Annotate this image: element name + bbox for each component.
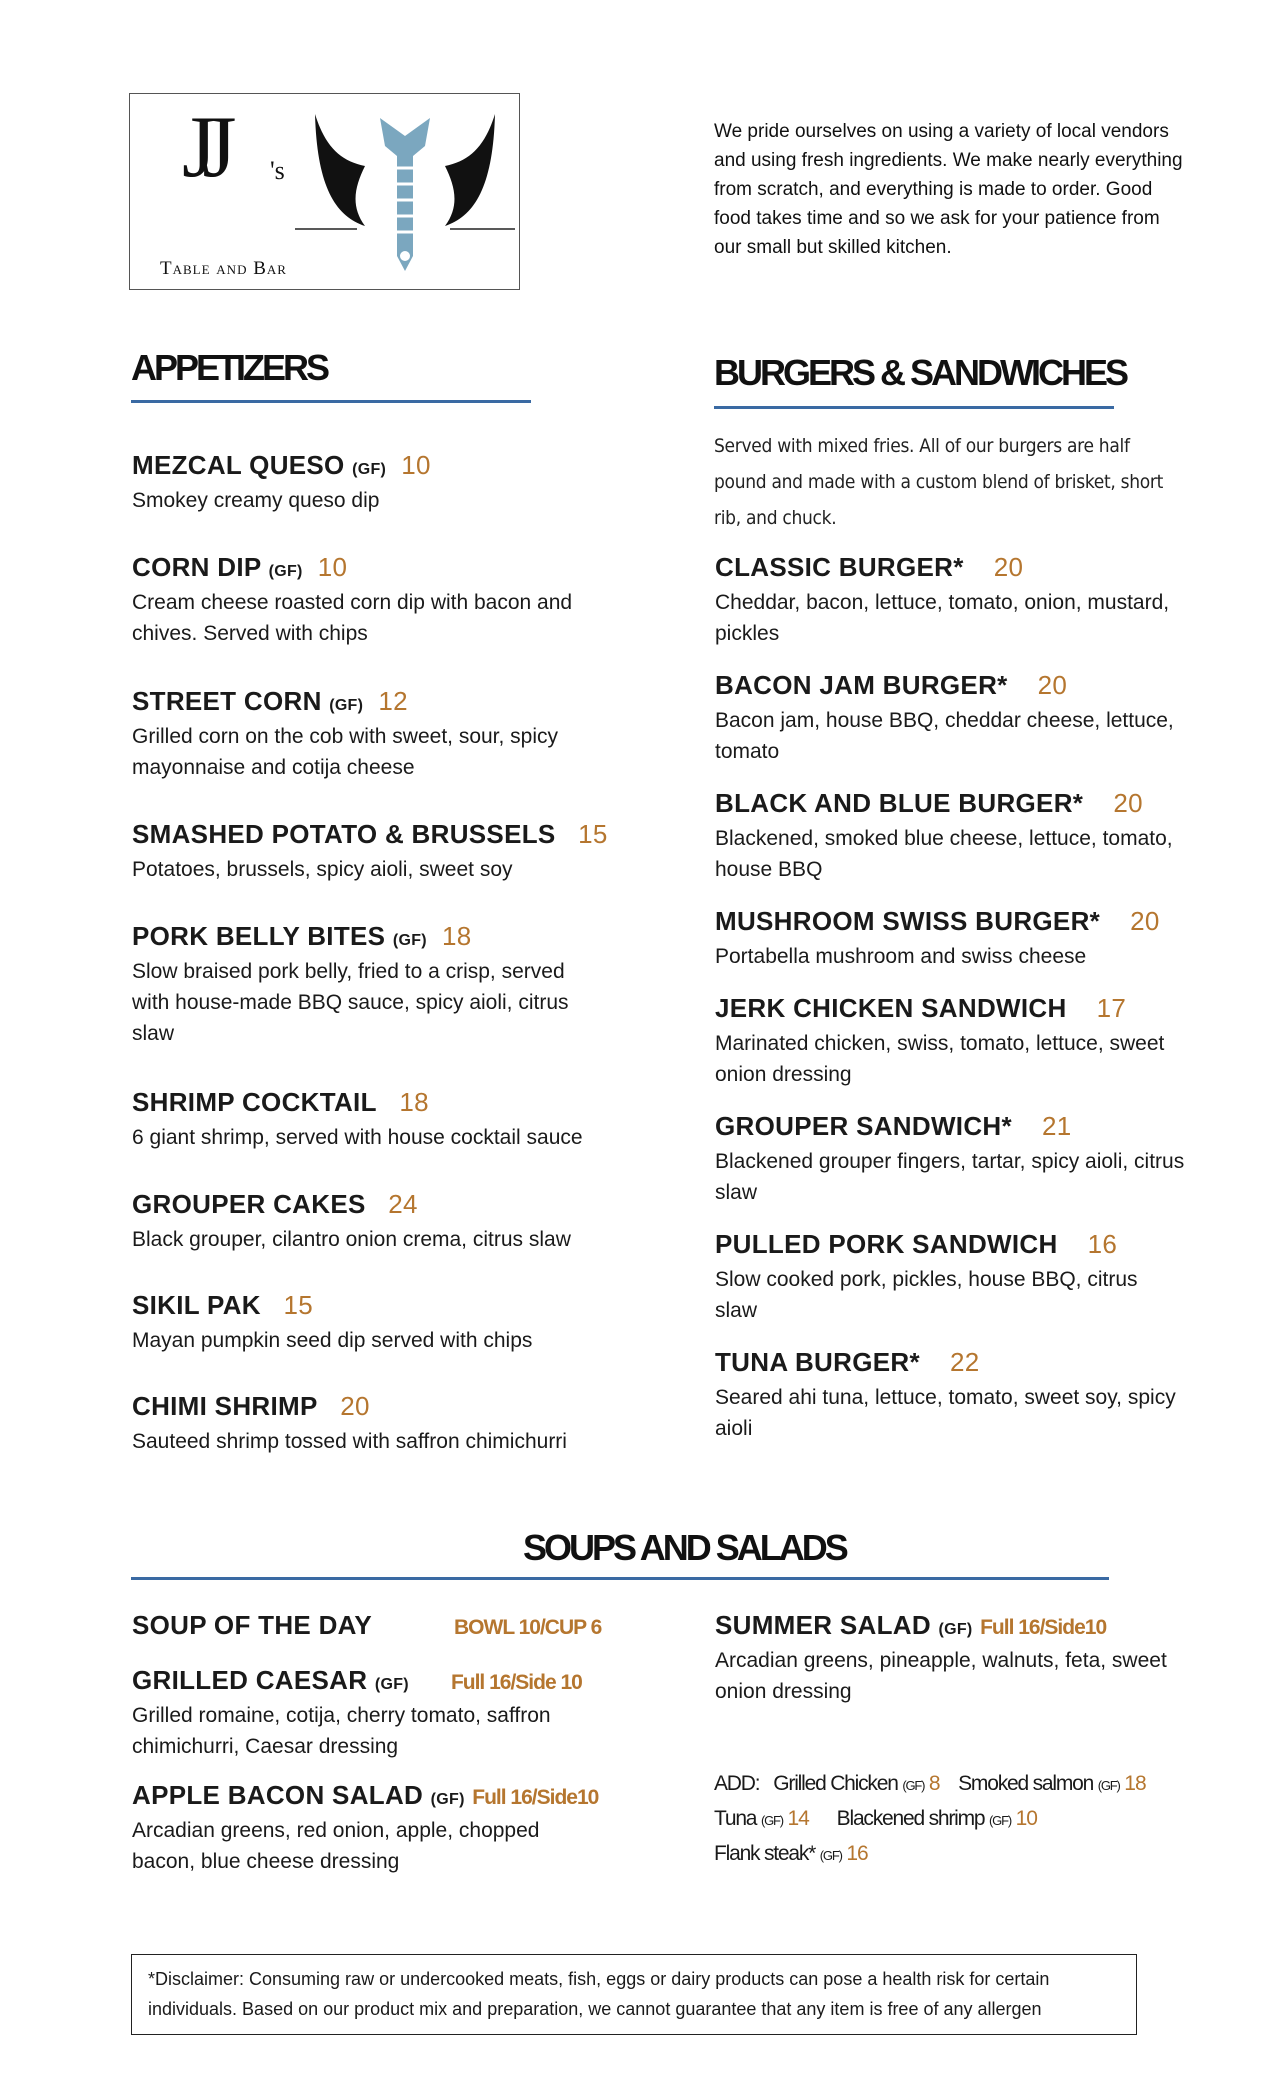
burger-item — [715, 1231, 1185, 1326]
soups-title: SOUPS AND SALADS — [523, 1527, 846, 1568]
appetizer-item — [132, 554, 602, 649]
item-name: CHIMI SHRIMP — [132, 1391, 318, 1421]
gf-badge: (GF) — [902, 1778, 925, 1793]
addon-tuna: Tuna — [714, 1807, 757, 1830]
item-name: APPLE BACON SALAD — [132, 1780, 424, 1810]
soups-rule — [131, 1577, 1109, 1580]
summer-salad — [715, 1612, 1185, 1707]
item-price: 20 — [1037, 670, 1068, 700]
item-price: 20 — [340, 1391, 370, 1421]
gf-badge: (GF) — [1097, 1778, 1120, 1793]
add-label: ADD: — [714, 1772, 760, 1795]
burgers-rule — [714, 406, 1114, 409]
item-price: 20 — [993, 552, 1024, 582]
item-name: JERK CHICKEN SANDWICH — [715, 993, 1067, 1023]
addon-price: 18 — [1124, 1772, 1146, 1795]
disclaimer-box — [131, 1954, 1137, 2035]
logo-jj: JJ — [182, 99, 223, 196]
burgers-title: BURGERS & SANDWICHES — [714, 352, 1127, 393]
item-price: 21 — [1042, 1111, 1072, 1141]
logo-subtitle: Table and Bar — [160, 258, 287, 279]
item-desc: Slow cooked pork, pickles, house BBQ, citrus slaw — [715, 1268, 1138, 1322]
item-name: PORK BELLY BITES — [132, 921, 386, 951]
appetizer-item — [132, 452, 602, 516]
item-desc: Blackened, smoked blue cheese, lettuce, tomato, house BBQ — [715, 827, 1173, 881]
gf-badge: (GF) — [989, 1813, 1011, 1828]
item-name: CORN DIP — [132, 552, 262, 582]
addon-price: 14 — [787, 1807, 809, 1830]
burger-item — [715, 1113, 1185, 1208]
item-name: GROUPER SANDWICH* — [715, 1111, 1012, 1141]
item-desc: Mayan pumpkin seed dip served with chips — [132, 1329, 533, 1352]
item-desc: Arcadian greens, red onion, apple, chopped bacon, blue cheese dressing — [132, 1819, 540, 1873]
apple-bacon-salad — [132, 1782, 602, 1877]
item-desc: Grilled romaine, cotija, cherry tomato, saffron chimichurri, Caesar dressing — [132, 1704, 551, 1758]
item-name: MUSHROOM SWISS BURGER* — [715, 906, 1101, 936]
addon-price: 8 — [928, 1772, 940, 1795]
appetizer-item — [132, 1089, 612, 1153]
burger-item — [715, 995, 1185, 1090]
item-name: SHRIMP COCKTAIL — [132, 1087, 377, 1117]
item-name: PULLED PORK SANDWICH — [715, 1229, 1058, 1259]
disclaimer-text: *Disclaimer: Consuming raw or undercooked meats, fish, eggs or dairy products can pose a health risk for certain individuals. Based on our product mix and preparation, we cannot guarantee that any item is free of any allergen — [148, 1969, 1050, 2019]
item-desc: Bacon jam, house BBQ, cheddar cheese, lettuce, tomato — [715, 709, 1174, 763]
item-price: 16 — [1087, 1229, 1118, 1259]
item-name: STREET CORN — [132, 686, 322, 716]
appetizers-title: APPETIZERS — [131, 347, 328, 388]
addons — [714, 1767, 1146, 1872]
item-price: 12 — [378, 686, 408, 716]
item-name: SMASHED POTATO & BRUSSELS — [132, 819, 556, 849]
item-desc: Black grouper, cilantro onion crema, citrus slaw — [132, 1228, 571, 1251]
item-desc: Seared ahi tuna, lettuce, tomato, sweet soy, spicy aioli — [715, 1386, 1176, 1440]
item-desc: 6 giant shrimp, served with house cocktail sauce — [132, 1126, 583, 1149]
item-price: 20 — [1113, 788, 1143, 818]
burger-item — [715, 790, 1185, 885]
item-name: GRILLED CAESAR — [132, 1665, 368, 1695]
item-price: 10 — [401, 450, 431, 480]
gf-badge: (GF) — [938, 1621, 973, 1638]
item-desc: Arcadian greens, pineapple, walnuts, feta, sweet onion dressing — [715, 1649, 1167, 1703]
item-price: 18 — [441, 921, 472, 951]
gf-badge: (GF) — [329, 697, 364, 714]
item-price: Full 16/Side10 — [980, 1616, 1107, 1639]
addon-price: 16 — [846, 1842, 868, 1865]
item-price: 18 — [399, 1087, 429, 1117]
item-name: SOUP OF THE DAY — [132, 1610, 372, 1640]
item-name: BACON JAM BURGER* — [715, 670, 1008, 700]
item-name: SIKIL PAK — [132, 1290, 261, 1320]
item-price: 20 — [1130, 906, 1160, 936]
addon-price: 10 — [1015, 1807, 1037, 1830]
item-desc: Potatoes, brussels, spicy aioli, sweet soy — [132, 858, 513, 881]
item-price: 24 — [388, 1189, 418, 1219]
item-name: SUMMER SALAD — [715, 1610, 931, 1640]
appetizer-item — [132, 1292, 612, 1356]
appetizers-rule — [131, 400, 531, 403]
appetizer-item — [132, 819, 608, 885]
gf-badge: (GF) — [819, 1848, 842, 1863]
item-desc: Marinated chicken, swiss, tomato, lettuce, sweet onion dressing — [715, 1032, 1165, 1086]
logo-s: 's — [270, 156, 285, 185]
addon-smoked-salmon: Smoked salmon — [958, 1772, 1094, 1795]
item-name: MEZCAL QUESO — [132, 450, 345, 480]
appetizer-item — [132, 1393, 612, 1457]
item-name: GROUPER CAKES — [132, 1189, 366, 1219]
item-desc: Cream cheese roasted corn dip with bacon and chives. Served with chips — [132, 591, 573, 645]
burger-item — [715, 672, 1185, 767]
item-desc: Smokey creamy queso dip — [132, 489, 380, 512]
burgers-note: Served with mixed fries. All of our burgers are half pound and made with a custom blend of brisket, short rib, and chuck. — [714, 435, 1164, 529]
appetizer-item — [132, 923, 602, 1049]
item-price: 15 — [283, 1290, 313, 1320]
gf-badge: (GF) — [268, 563, 303, 580]
item-price: Full 16/Side10 — [472, 1786, 599, 1809]
item-desc: Portabella mushroom and swiss cheese — [715, 945, 1087, 968]
item-desc: Slow braised pork belly, fried to a crisp, served with house-made BBQ sauce, spicy aioli, citrus slaw — [132, 960, 569, 1045]
burger-item — [715, 908, 1195, 972]
logo — [129, 93, 520, 290]
gf-badge: (GF) — [374, 1676, 409, 1693]
burger-item — [715, 1349, 1185, 1444]
item-price: 17 — [1096, 993, 1127, 1023]
item-desc: Blackened grouper fingers, tartar, spicy aioli, citrus slaw — [715, 1150, 1185, 1204]
appetizer-item — [132, 688, 602, 783]
item-desc: Grilled corn on the cob with sweet, sour, spicy mayonnaise and cotija cheese — [132, 725, 559, 779]
item-name: BLACK AND BLUE BURGER* — [715, 788, 1084, 818]
item-name: CLASSIC BURGER* — [715, 552, 964, 582]
gf-badge: (GF) — [352, 461, 387, 478]
item-desc: Sauteed shrimp tossed with saffron chimichurri — [132, 1430, 567, 1453]
item-price: 22 — [949, 1347, 980, 1377]
intro-text: We pride ourselves on using a variety of local vendors and using fresh ingredients. We make nearly everything from scratch, and everything is made to order. Good food takes time and so we ask for your patience from our small but skilled kitchen. — [714, 121, 1183, 258]
soup-of-the-day — [132, 1610, 602, 1640]
gf-badge: (GF) — [430, 1791, 465, 1808]
item-price: Full 16/Side 10 — [450, 1671, 582, 1694]
burger-item — [715, 554, 1185, 649]
fish-bull-icon — [295, 106, 515, 276]
item-price: 15 — [578, 819, 608, 849]
addon-flank-steak: Flank steak* — [714, 1842, 816, 1865]
item-price: BOWL 10/CUP 6 — [454, 1616, 602, 1639]
item-price: 10 — [317, 552, 348, 582]
appetizer-item — [132, 1191, 612, 1255]
item-desc: Cheddar, bacon, lettuce, tomato, onion, mustard, pickles — [715, 591, 1170, 645]
addon-blackened-shrimp: Blackened shrimp — [836, 1807, 985, 1830]
grilled-caesar — [132, 1667, 602, 1762]
addon-grilled-chicken: Grilled Chicken — [773, 1772, 898, 1795]
item-name: TUNA BURGER* — [715, 1347, 920, 1377]
gf-badge: (GF) — [760, 1813, 783, 1828]
gf-badge: (GF) — [392, 932, 427, 949]
